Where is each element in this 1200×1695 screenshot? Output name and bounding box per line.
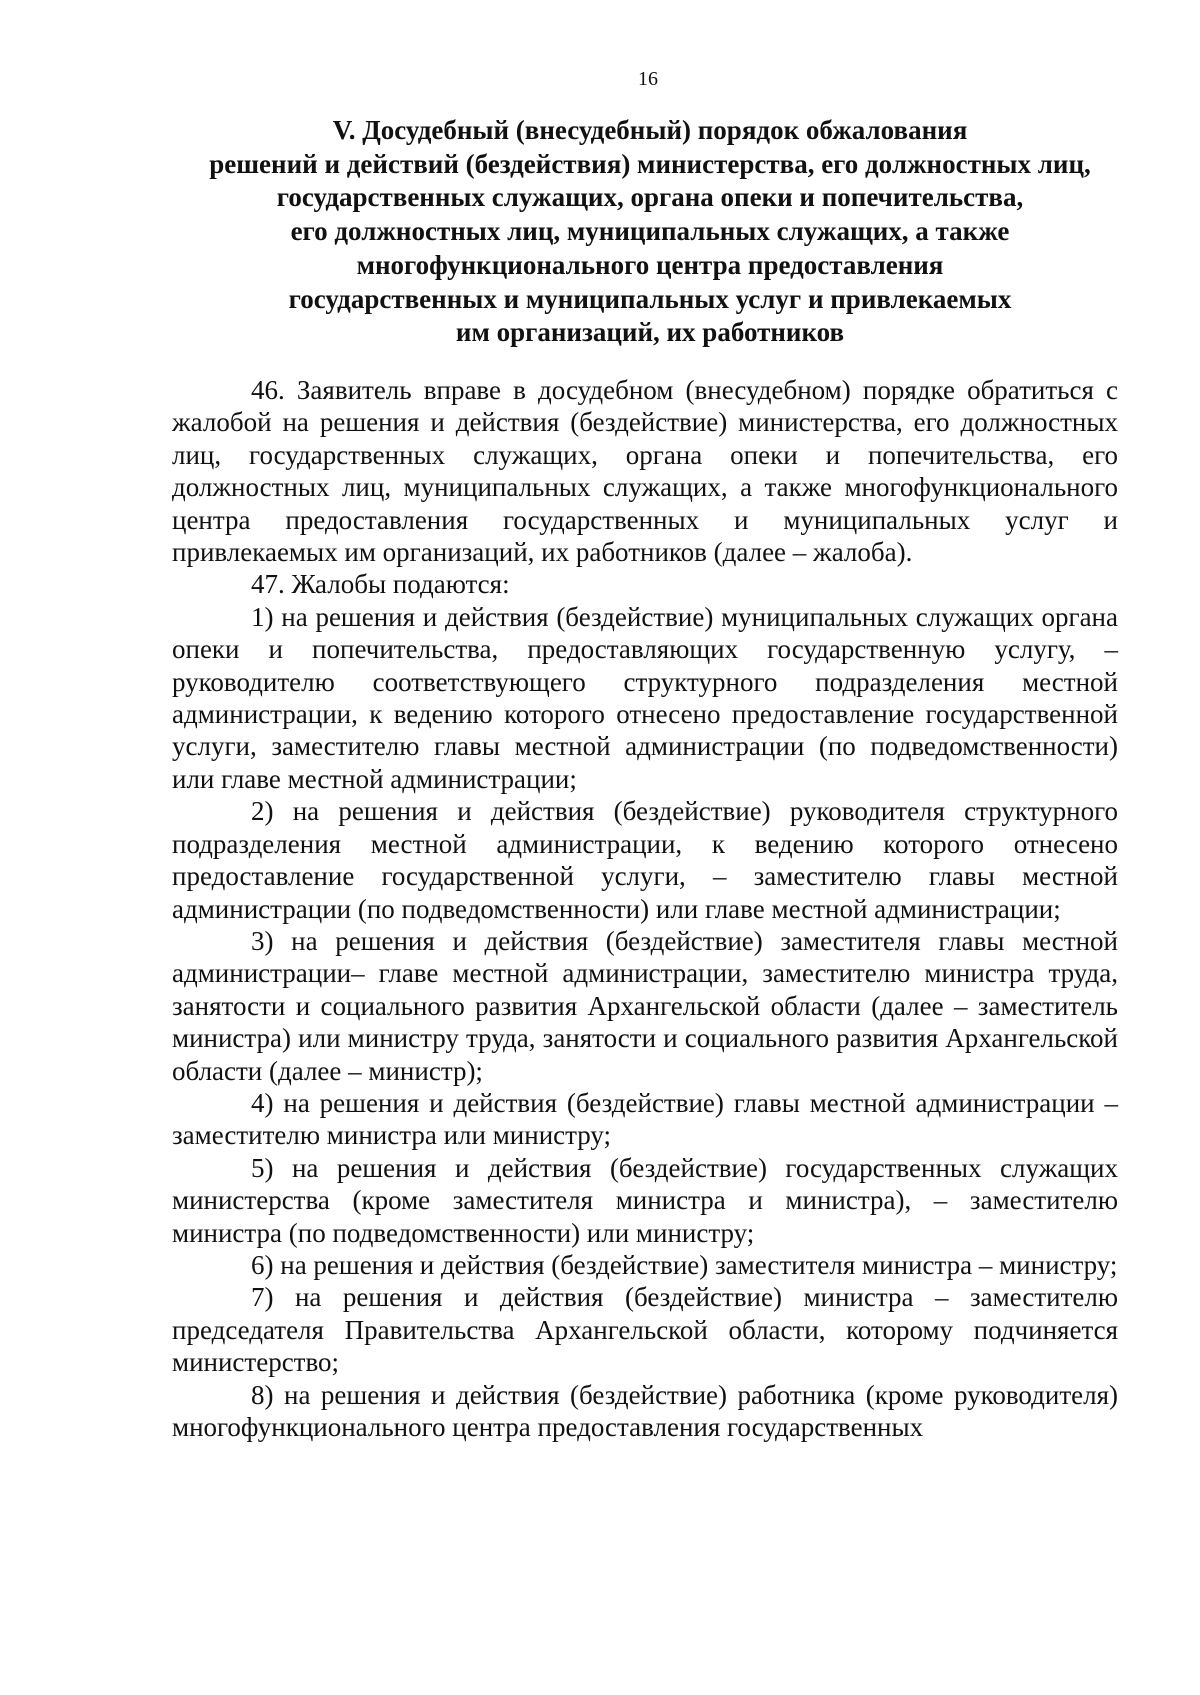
- heading-line: его должностных лиц, муниципальных служащих, а также: [290, 216, 1010, 247]
- page-number: 16: [638, 68, 658, 90]
- list-item-7: 7) на решения и действия (бездействие) министра – заместителю председателя Правительства Архангельской области, которому подчиняется министерство;: [172, 1282, 1118, 1378]
- paragraph-46: 46. Заявитель вправе в досудебном (внесудебном) порядке обратиться с жалобой на решения и действия (бездействие) министерства, его должностных лиц, государственных служащих, органа опеки и попечительства, его должностных лиц, муниципальных служащих, а также многофункционального центра предоставления государственных и муниципальных услуг и привлекаемых им организаций, их работников (далее – жалоба).: [172, 375, 1118, 568]
- list-item-2: 2) на решения и действия (бездействие) руководителя структурного подразделения местной администрации, к ведению которого отнесено предоставление государственной услуги, – заместителю главы местной администрации (по подведомственности) или главе местной администрации;: [172, 796, 1118, 924]
- list-item-1: 1) на решения и действия (бездействие) муниципальных служащих органа опеки и попечительства, предоставляющих государственную услугу, – руководителю соответствующего структурного подразделения местной администрации, к ведению которого отнесено предоставление государственной услуги, заместителю главы местной администрации (по подведомственности) или главе местной администрации;: [172, 601, 1118, 794]
- section-heading: [140, 114, 1160, 350]
- list-item-4: 4) на решения и действия (бездействие) главы местной администрации – заместителю министра или министру;: [172, 1087, 1118, 1151]
- heading-line: многофункционального центра предоставления: [356, 249, 944, 280]
- heading-line: решений и действий (бездействия) министерства, его должностных лиц,: [209, 148, 1091, 179]
- heading-line: государственных и муниципальных услуг и привлекаемых: [288, 283, 1012, 314]
- body-text: [172, 374, 1118, 1443]
- heading-line: им организаций, их работников: [455, 317, 845, 348]
- paragraph-47: 47. Жалобы подаются:: [251, 569, 510, 600]
- heading-line: государственных служащих, органа опеки и попечительства,: [276, 182, 1024, 213]
- heading-line: V. Досудебный (внесудебный) порядок обжалования: [332, 115, 968, 145]
- list-item-3: 3) на решения и действия (бездействие) заместителя главы местной администрации– главе местной администрации, заместителю министра труда, занятости и социального развития Архангельской области (далее – заместитель министра) или министру труда, занятости и социального развития Архангельской области (далее – министр);: [172, 925, 1118, 1086]
- list-item-5: 5) на решения и действия (бездействие) государственных служащих министерства (кроме заместителя министра и министра), – заместителю министра (по подведомственности) или министру;: [172, 1152, 1118, 1248]
- list-item-8: 8) на решения и действия (бездействие) работника (кроме руководителя) многофункционального центра предоставления государственных: [172, 1379, 1118, 1442]
- list-item-6: 6) на решения и действия (бездействие) заместителя министра – министру;: [251, 1249, 1118, 1280]
